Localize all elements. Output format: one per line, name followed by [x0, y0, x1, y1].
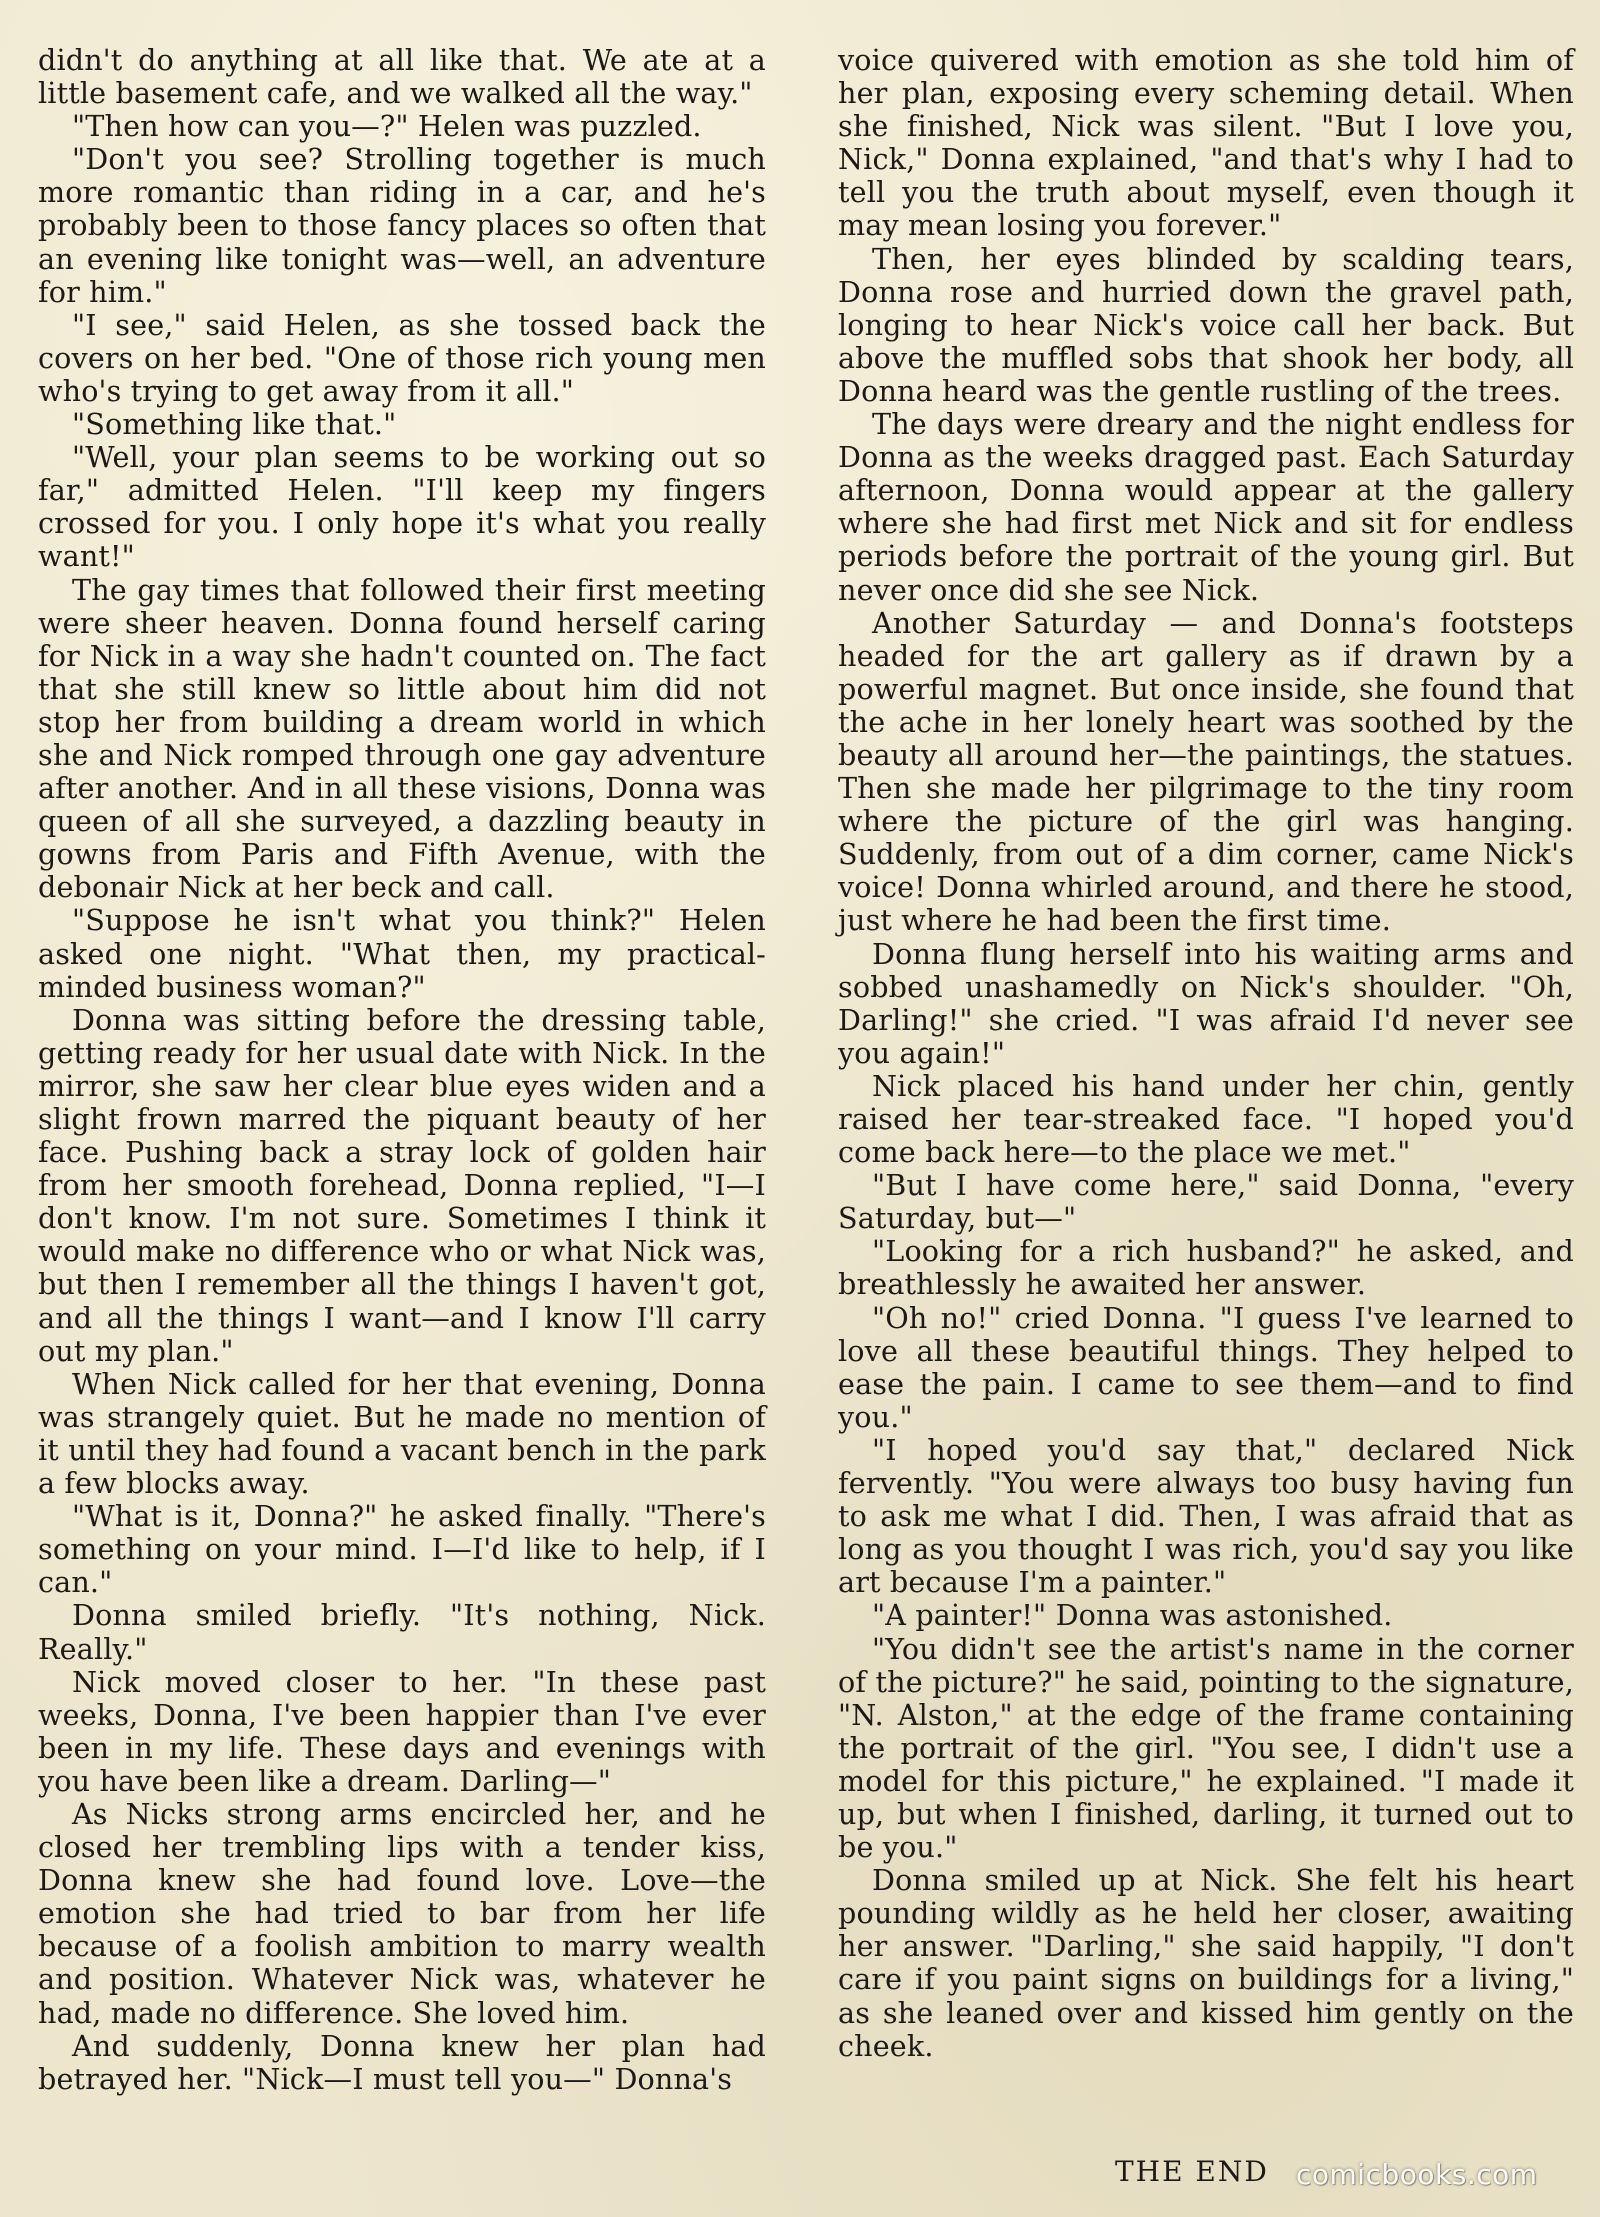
- story-column-right: [838, 44, 1574, 2063]
- right-paragraph: Nick placed his hand under her chin, gently raised her tear-streaked face. "I hoped you'd come back here—to the place we met.": [838, 1068, 1574, 1170]
- left-paragraph: "Well, your plan seems to be working out so far," admitted Helen. "I'll keep my fingers crossed for you. I only hope it's what you really want!": [38, 440, 766, 574]
- right-paragraph: "I hoped you'd say that," declared Nick fervently. "You were always too busy having fun to ask me what I did. Then, I was afraid that as long as you thought I was rich, you'd say you like art because I'm a painter.": [838, 1432, 1574, 1600]
- right-paragraph: Then, her eyes blinded by scalding tears, Donna rose and hurried down the gravel path, longing to hear Nick's voice call her back. But above the muffled sobs that shook her body, all Donna heard was the gentle rustling of the trees.: [838, 241, 1574, 408]
- right-paragraph: Another Saturday — and Donna's footsteps headed for the art gallery as if drawn by a powerful magnet. But once inside, she found that the ache in her lonely heart was soothed by the beauty all around her—the paintings, the statues. Then she made her pilgrimage to the tiny room where the picture of the girl was hanging. Suddenly, from out of a dim corner, came Nick's voice! Donna whirled around, and there he stood, just where he had been the first time.: [838, 605, 1574, 938]
- left-paragraph: "Something like that.": [72, 407, 397, 442]
- left-paragraph: Donna smiled briefly. "It's nothing, Nick. Really.": [38, 1598, 766, 1666]
- right-paragraph: Donna flung herself into his waiting arms and sobbed unashamedly on Nick's shoulder. "Oh, Darling!" she cried. "I was afraid I'd never see you again!": [838, 936, 1574, 1070]
- left-paragraph: Donna was sitting before the dressing table, getting ready for her usual date with Nick. In the mirror, she saw her clear blue eyes widen and a slight frown marred the piquant beauty of her face. Pushing back a stray lock of golden hair from her smooth forehead, Donna replied, "I—I don't know. I'm not sure. Sometimes I think it would make no difference who or what Nick was, but then I remember all the things I haven't got, and all the things I want—and I know I'll carry out my plan.": [38, 1002, 766, 1368]
- right-paragraph: The days were dreary and the night endless for Donna as the weeks dragged past. Each Saturday afternoon, Donna would appear at the gallery where she had first met Nick and sit for endless periods before the portrait of the young girl. But never once did she see Nick.: [838, 407, 1574, 607]
- left-paragraph: didn't do anything at all like that. We ate at a little basement cafe, and we walked all the way.": [38, 43, 766, 111]
- the-end-mark: THE END: [1115, 2155, 1269, 2188]
- right-paragraph: voice quivered with emotion as she told him of her plan, exposing every scheming detail. When she finished, Nick was silent. "But I love you, Nick," Donna explained, "and that's why I had to tell you the truth about myself, even though it may mean losing you forever.": [838, 43, 1574, 243]
- left-paragraph: As Nicks strong arms encircled her, and he closed her trembling lips with a tender kiss, Donna knew she had found love. Love—the emotion she had tried to bar from her life because of a foolish ambition to marry wealth and position. Whatever Nick was, whatever he had, made no difference. She loved him.: [38, 1796, 766, 2030]
- left-paragraph: When Nick called for her that evening, Donna was strangely quiet. But he made no mention of it until they had found a vacant bench in the park a few blocks away.: [38, 1366, 766, 1501]
- left-paragraph: The gay times that followed their first meeting were sheer heaven. Donna found herself caring for Nick in a way she hadn't counted on. The fact that she still knew so little about him did not stop her from building a dream world in which she and Nick romped through one gay adventure after another. And in all these visions, Donna was queen of all she surveyed, a dazzling beauty in gowns from Paris and Fifth Avenue, with the debonair Nick at her beck and call.: [38, 572, 766, 905]
- story-column-left: [38, 44, 766, 2096]
- left-paragraph: "Suppose he isn't what you think?" Helen asked one night. "What then, my practical-minded business woman?": [38, 903, 766, 1004]
- left-paragraph: Nick moved closer to her. "In these past weeks, Donna, I've been happier than I've ever been in my life. These days and evenings with you have been like a dream. Darling—": [38, 1664, 766, 1798]
- watermark: comicbooks.com: [1296, 2158, 1538, 2191]
- right-paragraph: Donna smiled up at Nick. She felt his heart pounding wildly as he held her closer, awaiting her answer. "Darling," she said happily, "I don't care if you paint signs on buildings for a living," as she leaned over and kissed him gently on the cheek.: [838, 1863, 1574, 2063]
- right-paragraph: "Oh no!" cried Donna. "I guess I've learned to love all these beautiful things. They helped to ease the pain. I came to see them—and to find you.": [838, 1300, 1574, 1434]
- right-paragraph: "A painter!" Donna was astonished.: [872, 1598, 1393, 1633]
- left-paragraph: And suddenly, Donna knew her plan had betrayed her. "Nick—I must tell you—" Donna's: [38, 2028, 766, 2096]
- right-paragraph: "But I have come here," said Donna, "every Saturday, but—": [838, 1168, 1574, 1236]
- right-paragraph: "You didn't see the artist's name in the corner of the picture?" he said, pointing to the signature, "N. Alston," at the edge of the frame containing the portrait of the girl. "You see, I didn't use a model for this picture," he explained. "I made it up, but when I finished, darling, it turned out to be you.": [838, 1631, 1574, 1865]
- left-paragraph: "Then how can you—?" Helen was puzzled.: [72, 109, 702, 144]
- left-paragraph: "What is it, Donna?" he asked finally. "There's something on your mind. I—I'd like to help, if I can.": [38, 1499, 766, 1600]
- left-paragraph: "I see," said Helen, as she tossed back the covers on her bed. "One of those rich young men who's trying to get away from it all.": [38, 307, 766, 408]
- left-paragraph: "Don't you see? Strolling together is much more romantic than riding in a car, and he's probably been to those fancy places so often that an evening like tonight was—well, an adventure for him.": [38, 142, 766, 309]
- right-paragraph: "Looking for a rich husband?" he asked, and breathlessly he awaited her answer.: [838, 1234, 1574, 1302]
